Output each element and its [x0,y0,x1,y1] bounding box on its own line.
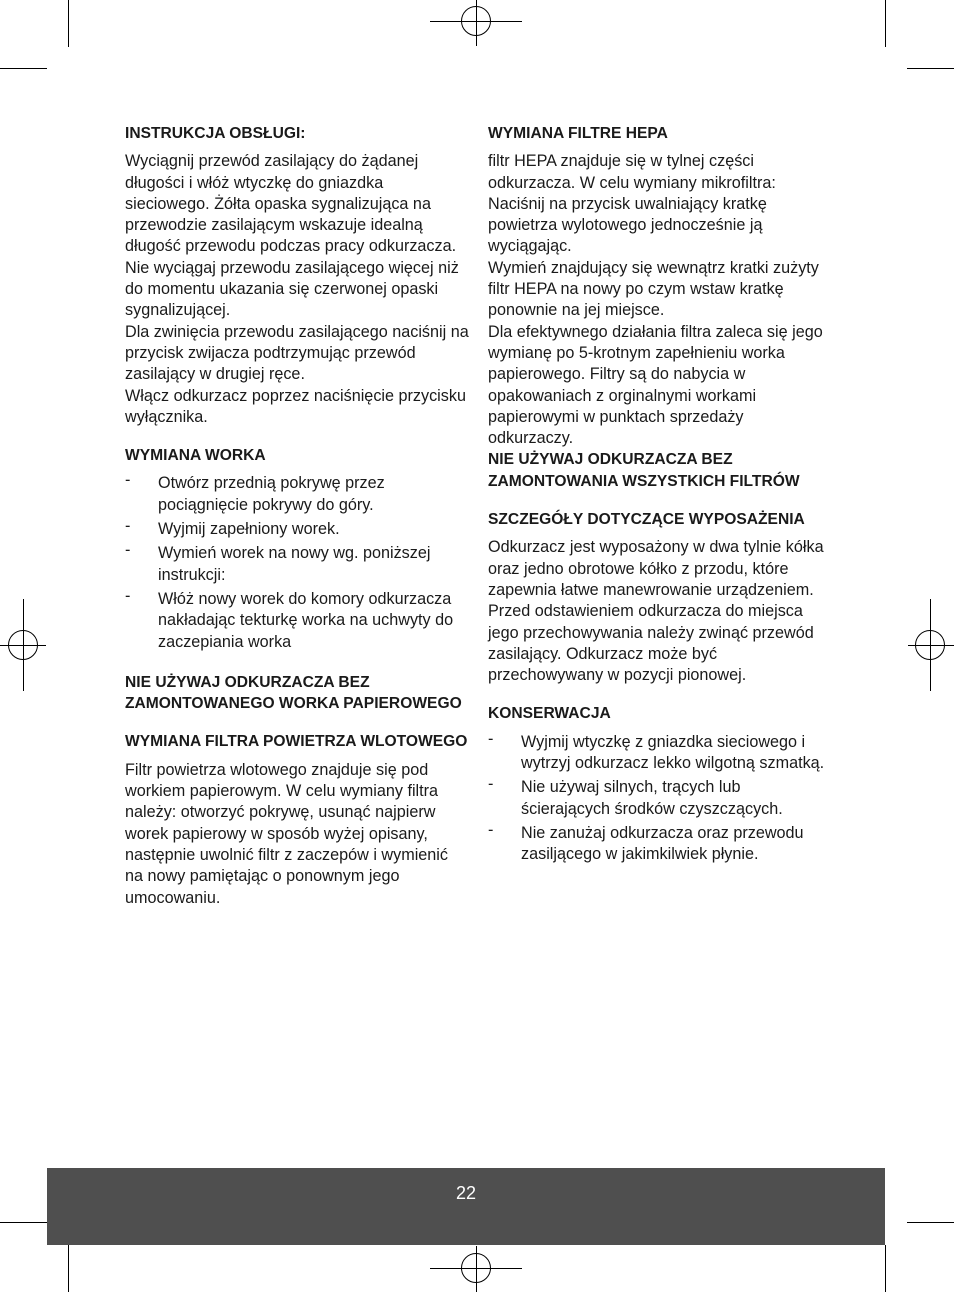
dash-marker: - [125,517,131,536]
page-number: 22 [455,1183,477,1203]
crop-mark [0,1222,47,1223]
crop-mark [907,68,954,69]
list-item: - Nie zanużaj odkurzacza oraz przewodu zasiljącego w jakimkilwiek płynie. [488,820,804,864]
crop-mark [885,0,886,47]
list-item: - Wyjmij zapełniony worek. [125,517,340,539]
crop-mark [907,1222,954,1223]
warning-heading-worek: NIE UŻYWAJ ODKURZACZA BEZ ZAMONTOWANEGO WORKA PAPIEROWEGO [125,673,462,713]
crop-mark [68,1245,69,1292]
paragraph: Wyciągnij przewód zasilający do żądanej długości i włóż wtyczkę do gniazdka sieciowego. Żółta opaska sygnalizująca na przewodzie zasilającym wskazuje idealną długość przewodu podczas pracy odkurzacza. Nie wyciągaj przewodu zasilającego więcej niż do momentu ukazania się czerwonej opaski sygnalizującej. [125,152,459,320]
section-heading-konserwacja: KONSERWACJA [488,705,611,723]
paragraph: Filtr powietrza wlotowego znajduje się pod workiem papierowym. W celu wymiany filtra należy: otworzyć pokrywę, usunąć najpierw worek papierowy w sposób wyżej opisany, następnie uwolnić filtr z zaczepów i wymienić na nowy pamiętając o ponownym jego umocowaniu. [125,760,448,907]
list-item: - Wymień worek na nowy wg. poniższej instrukcji: [125,541,431,584]
paragraph: Dla efektywnego działania filtra zaleca się jego wymianę po 5-krotnym zapełnieniu worka papierowego. Filtry są do nabycia w opakowaniach z orginalnymi workami papierowymi w punktach sprzedaży odkurzaczy. [488,322,823,448]
crop-mark [0,68,47,69]
page-footer [47,1168,885,1245]
crop-mark [68,0,69,47]
konserwacja-list [488,729,833,866]
section-heading-instrukcja: INSTRUKCJA OBSŁUGI: [125,125,306,142]
section-heading-hepa: WYMIANA FILTRE HEPA [488,125,668,142]
worka-steps-list [125,473,470,652]
paragraph: Włącz odkurzacz poprzez naciśnięcie przycisku wyłącznika. [125,386,466,426]
section-heading-filtr-wlotowy: WYMIANA FILTRA POWIETRZA WLOTOWEGO [125,733,468,751]
list-item: - Włóż nowy worek do komory odkurzacza nakładając tekturkę worka na uchwyty do zaczepiania worka [125,586,454,651]
paragraph: Dla zwinięcia przewodu zasilającego naciśnij na przycisk zwijacza podtrzymując przewód zasilający w drugiej ręce. [125,322,469,384]
left-column [125,123,470,909]
warning-heading-filtry: NIE UŻYWAJ ODKURZACZA BEZ ZAMONTOWANIA WSZYSTKICH FILTRÓW [488,451,800,490]
dash-marker: - [488,729,494,748]
list-item: - Nie używaj silnych, trących lub ścierających środków czyszczących. [488,775,783,818]
right-column [488,123,833,869]
section-heading-wyposazenie: SZCZEGÓŁY DOTYCZĄCE WYPOSAŻENIA [488,511,805,529]
list-item: - Wyjmij wtyczkę z gniazdka sieciowego i wytrzyj odkurzacz lekko wilgotną szmatką. [488,729,825,773]
crop-mark [885,1245,886,1292]
dash-marker: - [125,586,131,605]
dash-marker: - [125,471,131,490]
paragraph: Odkurzacz jest wyposażony w dwa tylnie kółka oraz jedno obrotowe kółko z przodu, które zapewnia łatwe manewrowanie urządzeniem. Przed odstawieniem odkurzacza do miejsca jego przechowywania należy zwinąć przewód zasilający. Odkurzacz może być przechowywany w pozycji pionowej. [488,538,824,685]
section-heading-wymiana-worka: WYMIANA WORKA [125,447,266,465]
dash-marker: - [125,541,131,560]
paragraph: Wymień znajdujący się wewnątrz kratki zużyty filtr HEPA na nowy po czym wstaw kratkę ponownie na jej miejsce. [488,258,819,320]
dash-marker: - [488,820,494,839]
dash-marker: - [488,775,494,794]
list-item: - Otwórz przednią pokrywę przez pociągnięcie pokrywy do góry. [125,471,385,514]
paragraph: filtr HEPA znajduje się w tylnej części odkurzacza. W celu wymiany mikrofiltra: Naciśnij na przycisk uwalniający kratkę powietrza wylotowego jednocześnie ją wyciągając. [488,152,776,256]
